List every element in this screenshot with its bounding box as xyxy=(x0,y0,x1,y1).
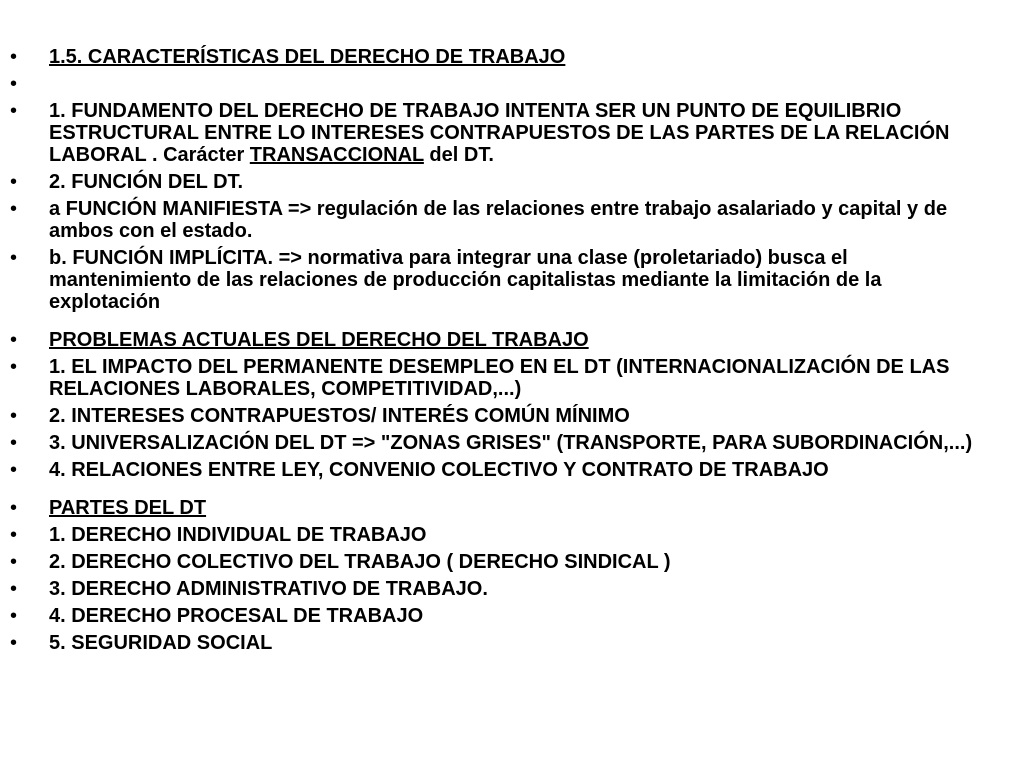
bullet-icon: • xyxy=(10,329,18,351)
list-item-parte-5 xyxy=(0,632,1024,654)
list-item-text: 1. EL IMPACTO DEL PERMANENTE DESEMPLEO EN EL DT (INTERNACIONALIZACIÓN DE LAS RELACIONES LABORALES, COMPETITIVIDAD,...) xyxy=(49,356,950,400)
bullet-icon: • xyxy=(10,578,18,600)
bullet-icon: • xyxy=(10,551,18,573)
list-item-text: 3. UNIVERSALIZACIÓN DEL DT => "ZONAS GRISES" (TRANSPORTE, PARA SUBORDINACIÓN,...) xyxy=(49,432,973,454)
bullet-icon: • xyxy=(10,632,18,654)
list-item-text-post: del DT. xyxy=(423,144,494,166)
list-item-text: 4. RELACIONES ENTRE LEY, CONVENIO COLECTIVO Y CONTRATO DE TRABAJO xyxy=(49,459,829,481)
bullet-icon: • xyxy=(10,497,18,519)
bullet-icon: • xyxy=(10,73,18,95)
list-item-text-pre: 1. FUNDAMENTO DEL DERECHO DE TRABAJO INTENTA SER UN PUNTO DE EQUILIBRIO ESTRUCTURAL ENTRE LO INTERESES CONTRAPUESTOS DE LAS PARTES DE LA RELACIÓN LABORAL . Carácter xyxy=(49,100,950,166)
list-item-text: 2. INTERESES CONTRAPUESTOS/ INTERÉS COMÚN MÍNIMO xyxy=(49,405,630,427)
list-item-problema-3 xyxy=(0,432,1024,454)
list-item-parte-3 xyxy=(0,578,1024,600)
list-item-text: 2. FUNCIÓN DEL DT. xyxy=(49,171,244,193)
list-item-funcion-implicita xyxy=(0,247,1024,313)
slide-content xyxy=(0,46,1024,659)
section-heading: 1.5. CARACTERÍSTICAS DEL DERECHO DE TRABAJO xyxy=(49,46,566,68)
bullet-icon: • xyxy=(10,46,18,68)
list-item-problema-1 xyxy=(0,356,1024,400)
section-heading: PARTES DEL DT xyxy=(49,497,207,519)
list-item-text: 5. SEGURIDAD SOCIAL xyxy=(49,632,273,654)
list-item-fundamento xyxy=(0,100,1024,166)
bullet-icon: • xyxy=(10,524,18,546)
list-item-funcion-manifiesta xyxy=(0,198,1024,242)
list-item-parte-2 xyxy=(0,551,1024,573)
bullet-icon: • xyxy=(10,100,18,122)
list-item-text: 4. DERECHO PROCESAL DE TRABAJO xyxy=(49,605,424,627)
bullet-icon: • xyxy=(10,198,18,220)
bullet-icon: • xyxy=(10,247,18,269)
list-item-problema-4 xyxy=(0,459,1024,481)
bullet-icon: • xyxy=(10,356,18,378)
bullet-icon: • xyxy=(10,405,18,427)
list-item-heading-problemas xyxy=(0,329,1024,351)
list-item-text: a FUNCIÓN MANIFIESTA => regulación de las relaciones entre trabajo asalariado y capital y de ambos con el estado. xyxy=(49,198,948,242)
list-item-text: 1. DERECHO INDIVIDUAL DE TRABAJO xyxy=(49,524,427,546)
section-heading: PROBLEMAS ACTUALES DEL DERECHO DEL TRABAJO xyxy=(49,329,589,351)
list-item-funcion xyxy=(0,171,1024,193)
underlined-term: TRANSACCIONAL xyxy=(249,144,424,166)
bullet-icon: • xyxy=(10,432,18,454)
bullet-icon: • xyxy=(10,171,18,193)
list-item-text: 2. DERECHO COLECTIVO DEL TRABAJO ( DERECHO SINDICAL ) xyxy=(49,551,671,573)
bullet-list xyxy=(0,46,1024,654)
list-item-problema-2 xyxy=(0,405,1024,427)
list-item-parte-1 xyxy=(0,524,1024,546)
bullet-icon: • xyxy=(10,459,18,481)
list-item-text xyxy=(49,100,949,166)
list-item-parte-4 xyxy=(0,605,1024,627)
list-item-text: b. FUNCIÓN IMPLÍCITA. => normativa para integrar una clase (proletariado) busca el mantenimiento de las relaciones de producción capitalistas mediante la limitación de la explotación xyxy=(49,247,882,313)
bullet-icon: • xyxy=(10,605,18,627)
list-item-heading-caracteristicas xyxy=(0,46,1024,68)
list-item-empty xyxy=(0,73,1024,95)
list-item-text: 3. DERECHO ADMINISTRATIVO DE TRABAJO. xyxy=(49,578,488,600)
list-item-heading-partes xyxy=(0,497,1024,519)
